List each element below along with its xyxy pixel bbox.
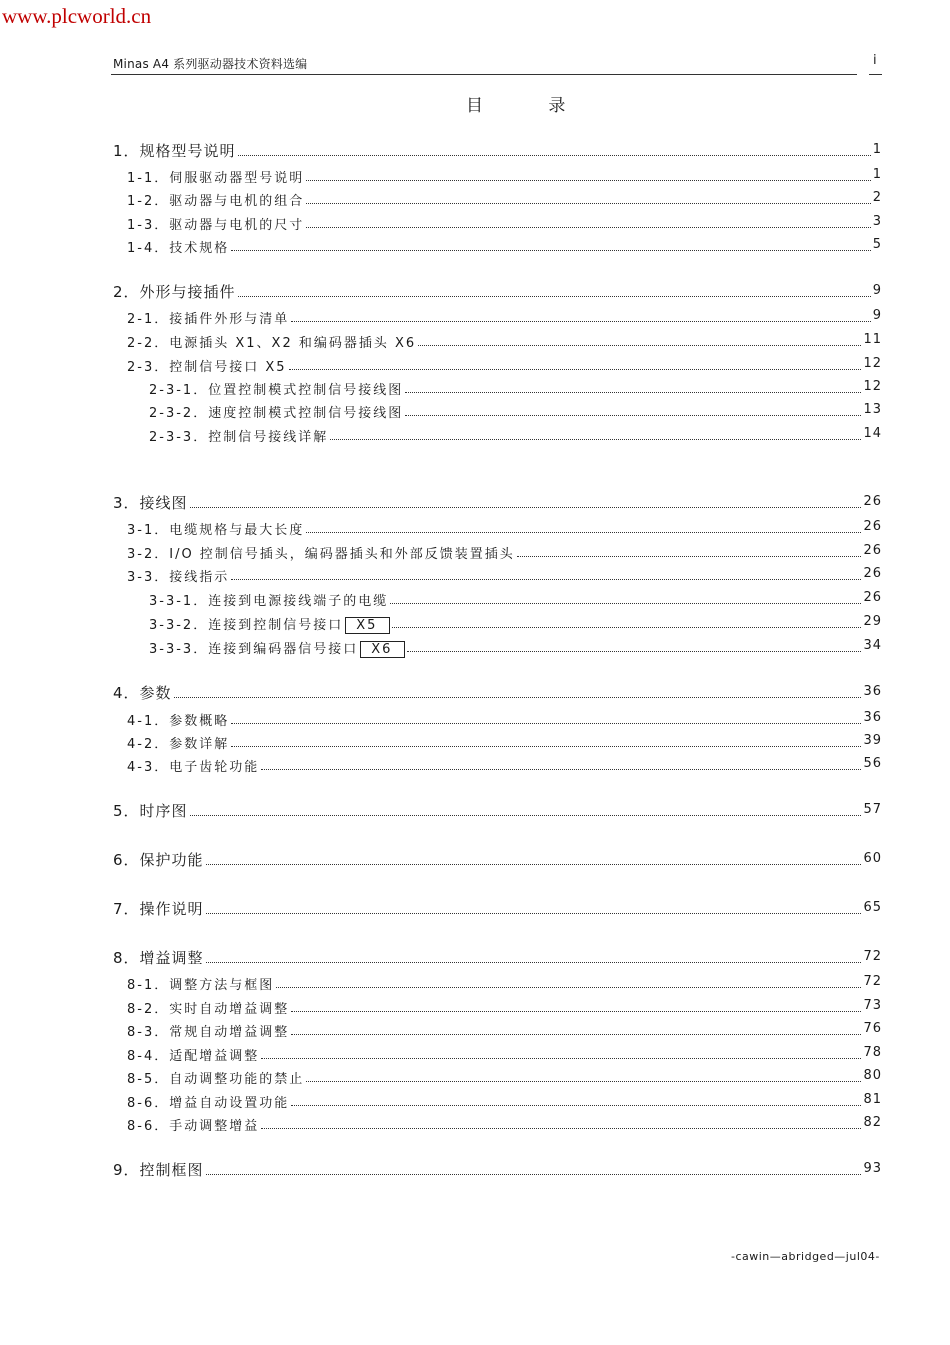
- toc-entry-page-number: 1: [872, 142, 882, 157]
- toc-entry[interactable]: [0, 1066, 950, 1088]
- toc-entry-title: 8-6．手动调整增益: [127, 1119, 260, 1134]
- toc-entry-label: [149, 426, 328, 445]
- toc-dot-leader: [174, 697, 862, 698]
- toc-entry[interactable]: [0, 682, 950, 704]
- running-header-title: Minas A4 系列驱动器技术资料选编: [113, 57, 308, 71]
- toc-entry-title: 2-1．接插件外形与清单: [127, 312, 290, 327]
- toc-entry-page-number: 36: [863, 684, 882, 699]
- toc-entry[interactable]: [0, 306, 950, 328]
- toc-dot-leader: [330, 439, 861, 440]
- toc-entry-page-number: 93: [863, 1161, 882, 1176]
- toc-entry-title: 1．规格型号说明: [113, 142, 236, 160]
- toc-entry-page-number: 76: [863, 1021, 882, 1036]
- toc-entry[interactable]: [0, 1159, 950, 1181]
- toc-entry-title: 2-3-2．速度控制模式控制信号接线图: [149, 406, 404, 421]
- toc-entry-label: [127, 237, 229, 256]
- toc-dot-leader: [306, 532, 861, 533]
- toc-entry-page-number: 82: [863, 1115, 882, 1130]
- toc-entry-title: 3-3．接线指示: [127, 570, 230, 585]
- toc-entry-title: 2．外形与接插件: [113, 283, 236, 301]
- toc-dot-leader: [261, 1058, 861, 1059]
- toc-entry[interactable]: [0, 972, 950, 994]
- toc-entry-label: [127, 998, 289, 1017]
- toc-dot-leader: [289, 369, 862, 370]
- toc-dot-leader: [206, 962, 862, 963]
- toc-entry-title: 8-1．调整方法与框图: [127, 978, 275, 993]
- toc-entry[interactable]: [0, 588, 950, 610]
- toc-entry-page-number: 26: [863, 519, 882, 534]
- toc-entry-page-number: 9: [872, 308, 882, 323]
- toc-entry-page-number: 72: [863, 974, 882, 989]
- toc-dot-leader: [405, 415, 861, 416]
- toc-dot-leader: [261, 769, 861, 770]
- toc-entry-title: 9．控制框图: [113, 1161, 204, 1179]
- toc-entry-title: 8-3．常规自动增益调整: [127, 1025, 290, 1040]
- toc-dot-leader: [291, 321, 870, 322]
- toc-entry-title: 6．保护功能: [113, 851, 204, 869]
- toc-entry-label: [113, 947, 204, 968]
- toc-entry-page-number: 11: [863, 332, 882, 347]
- toc-entry-label: [127, 543, 515, 562]
- toc-entry-label: [127, 356, 287, 375]
- toc-dot-leader: [190, 507, 862, 508]
- toc-entry-title: 1-3．驱动器与电机的尺寸: [127, 218, 305, 233]
- toc-entry-page-number: 2: [872, 190, 882, 205]
- toc-entry-page-number: 81: [863, 1092, 882, 1107]
- toc-dot-leader: [276, 987, 861, 988]
- toc-entry-page-number: 57: [863, 802, 882, 817]
- running-header-page-number: i: [873, 53, 877, 68]
- toc-entry[interactable]: [0, 188, 950, 210]
- toc-entry-page-number: 9: [872, 283, 882, 298]
- toc-entry-label: [149, 379, 403, 398]
- toc-entry[interactable]: [0, 564, 950, 586]
- toc-dot-leader: [306, 180, 870, 181]
- toc-entry[interactable]: [0, 354, 950, 376]
- toc-dot-leader: [405, 392, 861, 393]
- toc-entry-page-number: 5: [872, 237, 882, 252]
- toc-entry-page-number: 3: [872, 214, 882, 229]
- toc-entry-page-number: 26: [863, 494, 882, 509]
- toc-dot-leader: [418, 345, 861, 346]
- toc-entry-title: 3-3-2．连接到控制信号接口: [149, 618, 344, 633]
- toc-entry-label: [127, 756, 259, 775]
- toc-entry[interactable]: [0, 947, 950, 969]
- toc-dot-leader: [407, 651, 861, 652]
- toc-entry-title: 4．参数: [113, 684, 172, 702]
- toc-dot-leader: [291, 1011, 861, 1012]
- toc-entry-label: [149, 590, 388, 609]
- toc-entry-title: 2-3．控制信号接口 X5: [127, 360, 287, 375]
- toc-entry[interactable]: [0, 898, 950, 920]
- toc-entry-label: [113, 281, 236, 302]
- toc-entry[interactable]: [0, 492, 950, 514]
- watermark-url: www.plcworld.cn: [2, 4, 152, 28]
- toc-entry-label: [113, 682, 172, 703]
- toc-dot-leader: [306, 1081, 861, 1082]
- toc-entry-page-number: 39: [863, 733, 882, 748]
- toc-entry-title: 3-1．电缆规格与最大长度: [127, 523, 305, 538]
- toc-entry-label: [127, 1045, 259, 1064]
- toc-entry-title: 3-2．I/O 控制信号插头，编码器插头和外部反馈装置插头: [127, 547, 515, 562]
- toc-entry[interactable]: [0, 996, 950, 1018]
- toc-dot-leader: [190, 815, 862, 816]
- toc-entry-title: 4-3．电子齿轮功能: [127, 760, 260, 775]
- toc-entry[interactable]: [0, 849, 950, 871]
- toc-entry-label: [149, 638, 405, 657]
- toc-entry-title: 3-3-1．连接到电源接线端子的电缆: [149, 594, 389, 609]
- toc-entry-title: 4-2．参数详解: [127, 737, 230, 752]
- toc-entry-label: [127, 733, 229, 752]
- toc-dot-leader: [206, 864, 862, 865]
- toc-dot-leader: [306, 227, 870, 228]
- toc-entry-label: [149, 614, 390, 633]
- toc-entry[interactable]: [0, 1113, 950, 1135]
- toc-entry-page-number: 12: [863, 356, 882, 371]
- toc-entry-label: [127, 519, 304, 538]
- toc-entry-label: [127, 1021, 289, 1040]
- toc-entry-label: [113, 492, 188, 513]
- toc-entry-label: [149, 402, 403, 421]
- toc-entry-label: [127, 566, 229, 585]
- toc-entry-page-number: 36: [863, 710, 882, 725]
- toc-dot-leader: [261, 1128, 861, 1129]
- toc-entry[interactable]: [0, 212, 950, 234]
- toc-entry[interactable]: [0, 140, 950, 162]
- toc-entry[interactable]: [0, 281, 950, 303]
- toc-entry[interactable]: [0, 612, 950, 634]
- page-footer: -cawin—abridged—jul04-: [731, 1250, 880, 1263]
- toc-entry-label: [113, 849, 204, 870]
- toc-entry-label: [127, 974, 274, 993]
- toc-dot-leader: [206, 1174, 862, 1175]
- toc-entry-title: 3．接线图: [113, 494, 188, 512]
- toc-entry-page-number: 80: [863, 1068, 882, 1083]
- toc-dot-leader: [291, 1105, 861, 1106]
- toc-entry-title: 1-4．技术规格: [127, 241, 230, 256]
- toc-dot-leader: [231, 746, 861, 747]
- toc-entry-label: [127, 1092, 289, 1111]
- toc-entry-title: 2-3-1．位置控制模式控制信号接线图: [149, 383, 404, 398]
- toc-entry[interactable]: [0, 541, 950, 563]
- toc-dot-leader: [517, 556, 862, 557]
- toc-entry-title: 8-2．实时自动增益调整: [127, 1002, 290, 1017]
- toc-entry-title: 1-1．伺服驱动器型号说明: [127, 171, 305, 186]
- toc-entry[interactable]: [0, 636, 950, 658]
- toc-entry-title: 8-4．适配增益调整: [127, 1049, 260, 1064]
- toc-dot-leader: [306, 203, 870, 204]
- toc-dot-leader: [392, 627, 861, 628]
- toc-entry-page-number: 14: [863, 426, 882, 441]
- toc-entry-boxed-code: X5: [345, 617, 390, 634]
- toc-entry-page-number: 60: [863, 851, 882, 866]
- toc-entry-title: 2-3-3．控制信号接线详解: [149, 430, 329, 445]
- toc-entry-title: 8．增益调整: [113, 949, 204, 967]
- toc-entry-label: [127, 167, 304, 186]
- toc-entry[interactable]: [0, 800, 950, 822]
- toc-entry-page-number: 13: [863, 402, 882, 417]
- toc-entry[interactable]: [0, 235, 950, 257]
- toc-entry-title: 8-6．增益自动设置功能: [127, 1096, 290, 1111]
- toc-entry[interactable]: [0, 377, 950, 399]
- toc-entry[interactable]: [0, 517, 950, 539]
- toc-entry-title: 8-5．自动调整功能的禁止: [127, 1072, 305, 1087]
- toc-entry-page-number: 78: [863, 1045, 882, 1060]
- toc-entry[interactable]: [0, 708, 950, 730]
- toc-entry-label: [127, 1068, 304, 1087]
- toc-dot-leader: [206, 913, 862, 914]
- page-title: 目 录: [466, 96, 596, 116]
- toc-entry-label: [127, 308, 289, 327]
- toc-entry-title: 1-2．驱动器与电机的组合: [127, 194, 305, 209]
- toc-entry-page-number: 26: [863, 543, 882, 558]
- toc-entry-label: [127, 190, 304, 209]
- toc-entry-page-number: 26: [863, 590, 882, 605]
- toc-entry-page-number: 73: [863, 998, 882, 1013]
- toc-dot-leader: [231, 723, 861, 724]
- toc-dot-leader: [231, 579, 861, 580]
- toc-entry[interactable]: [0, 424, 950, 446]
- toc-entry-title: 3-3-3．连接到编码器信号接口: [149, 642, 359, 657]
- toc-entry-title: 4-1．参数概略: [127, 714, 230, 729]
- toc-entry[interactable]: [0, 754, 950, 776]
- toc-entry-page-number: 1: [872, 167, 882, 182]
- toc-entry[interactable]: [0, 1090, 950, 1112]
- toc-entry[interactable]: [0, 165, 950, 187]
- toc-entry-label: [127, 332, 416, 351]
- toc-entry-label: [127, 1115, 259, 1134]
- toc-entry-label: [113, 800, 188, 821]
- toc-entry-page-number: 26: [863, 566, 882, 581]
- toc-entry-label: [127, 214, 304, 233]
- toc-entry-label: [113, 1159, 204, 1180]
- toc-entry-boxed-code: X6: [360, 641, 405, 658]
- toc-entry-label: [113, 140, 236, 161]
- toc-entry-page-number: 34: [863, 638, 882, 653]
- toc-entry[interactable]: [0, 1019, 950, 1041]
- toc-dot-leader: [238, 155, 871, 156]
- toc-entry[interactable]: [0, 330, 950, 352]
- toc-entry-page-number: 72: [863, 949, 882, 964]
- toc-entry-page-number: 56: [863, 756, 882, 771]
- toc-entry-label: [127, 710, 229, 729]
- toc-entry-page-number: 65: [863, 900, 882, 915]
- toc-dot-leader: [238, 296, 871, 297]
- toc-entry[interactable]: [0, 400, 950, 422]
- toc-entry-page-number: 29: [863, 614, 882, 629]
- toc-entry[interactable]: [0, 731, 950, 753]
- toc-entry-title: 2-2．电源插头 X1、X2 和编码器插头 X6: [127, 336, 417, 351]
- toc-entry[interactable]: [0, 1043, 950, 1065]
- toc-dot-leader: [291, 1034, 861, 1035]
- toc-entry-title: 7．操作说明: [113, 900, 204, 918]
- toc-entry-title: 5．时序图: [113, 802, 188, 820]
- toc-dot-leader: [390, 603, 861, 604]
- toc-dot-leader: [231, 250, 870, 251]
- toc-entry-page-number: 12: [863, 379, 882, 394]
- toc-entry-label: [113, 898, 204, 919]
